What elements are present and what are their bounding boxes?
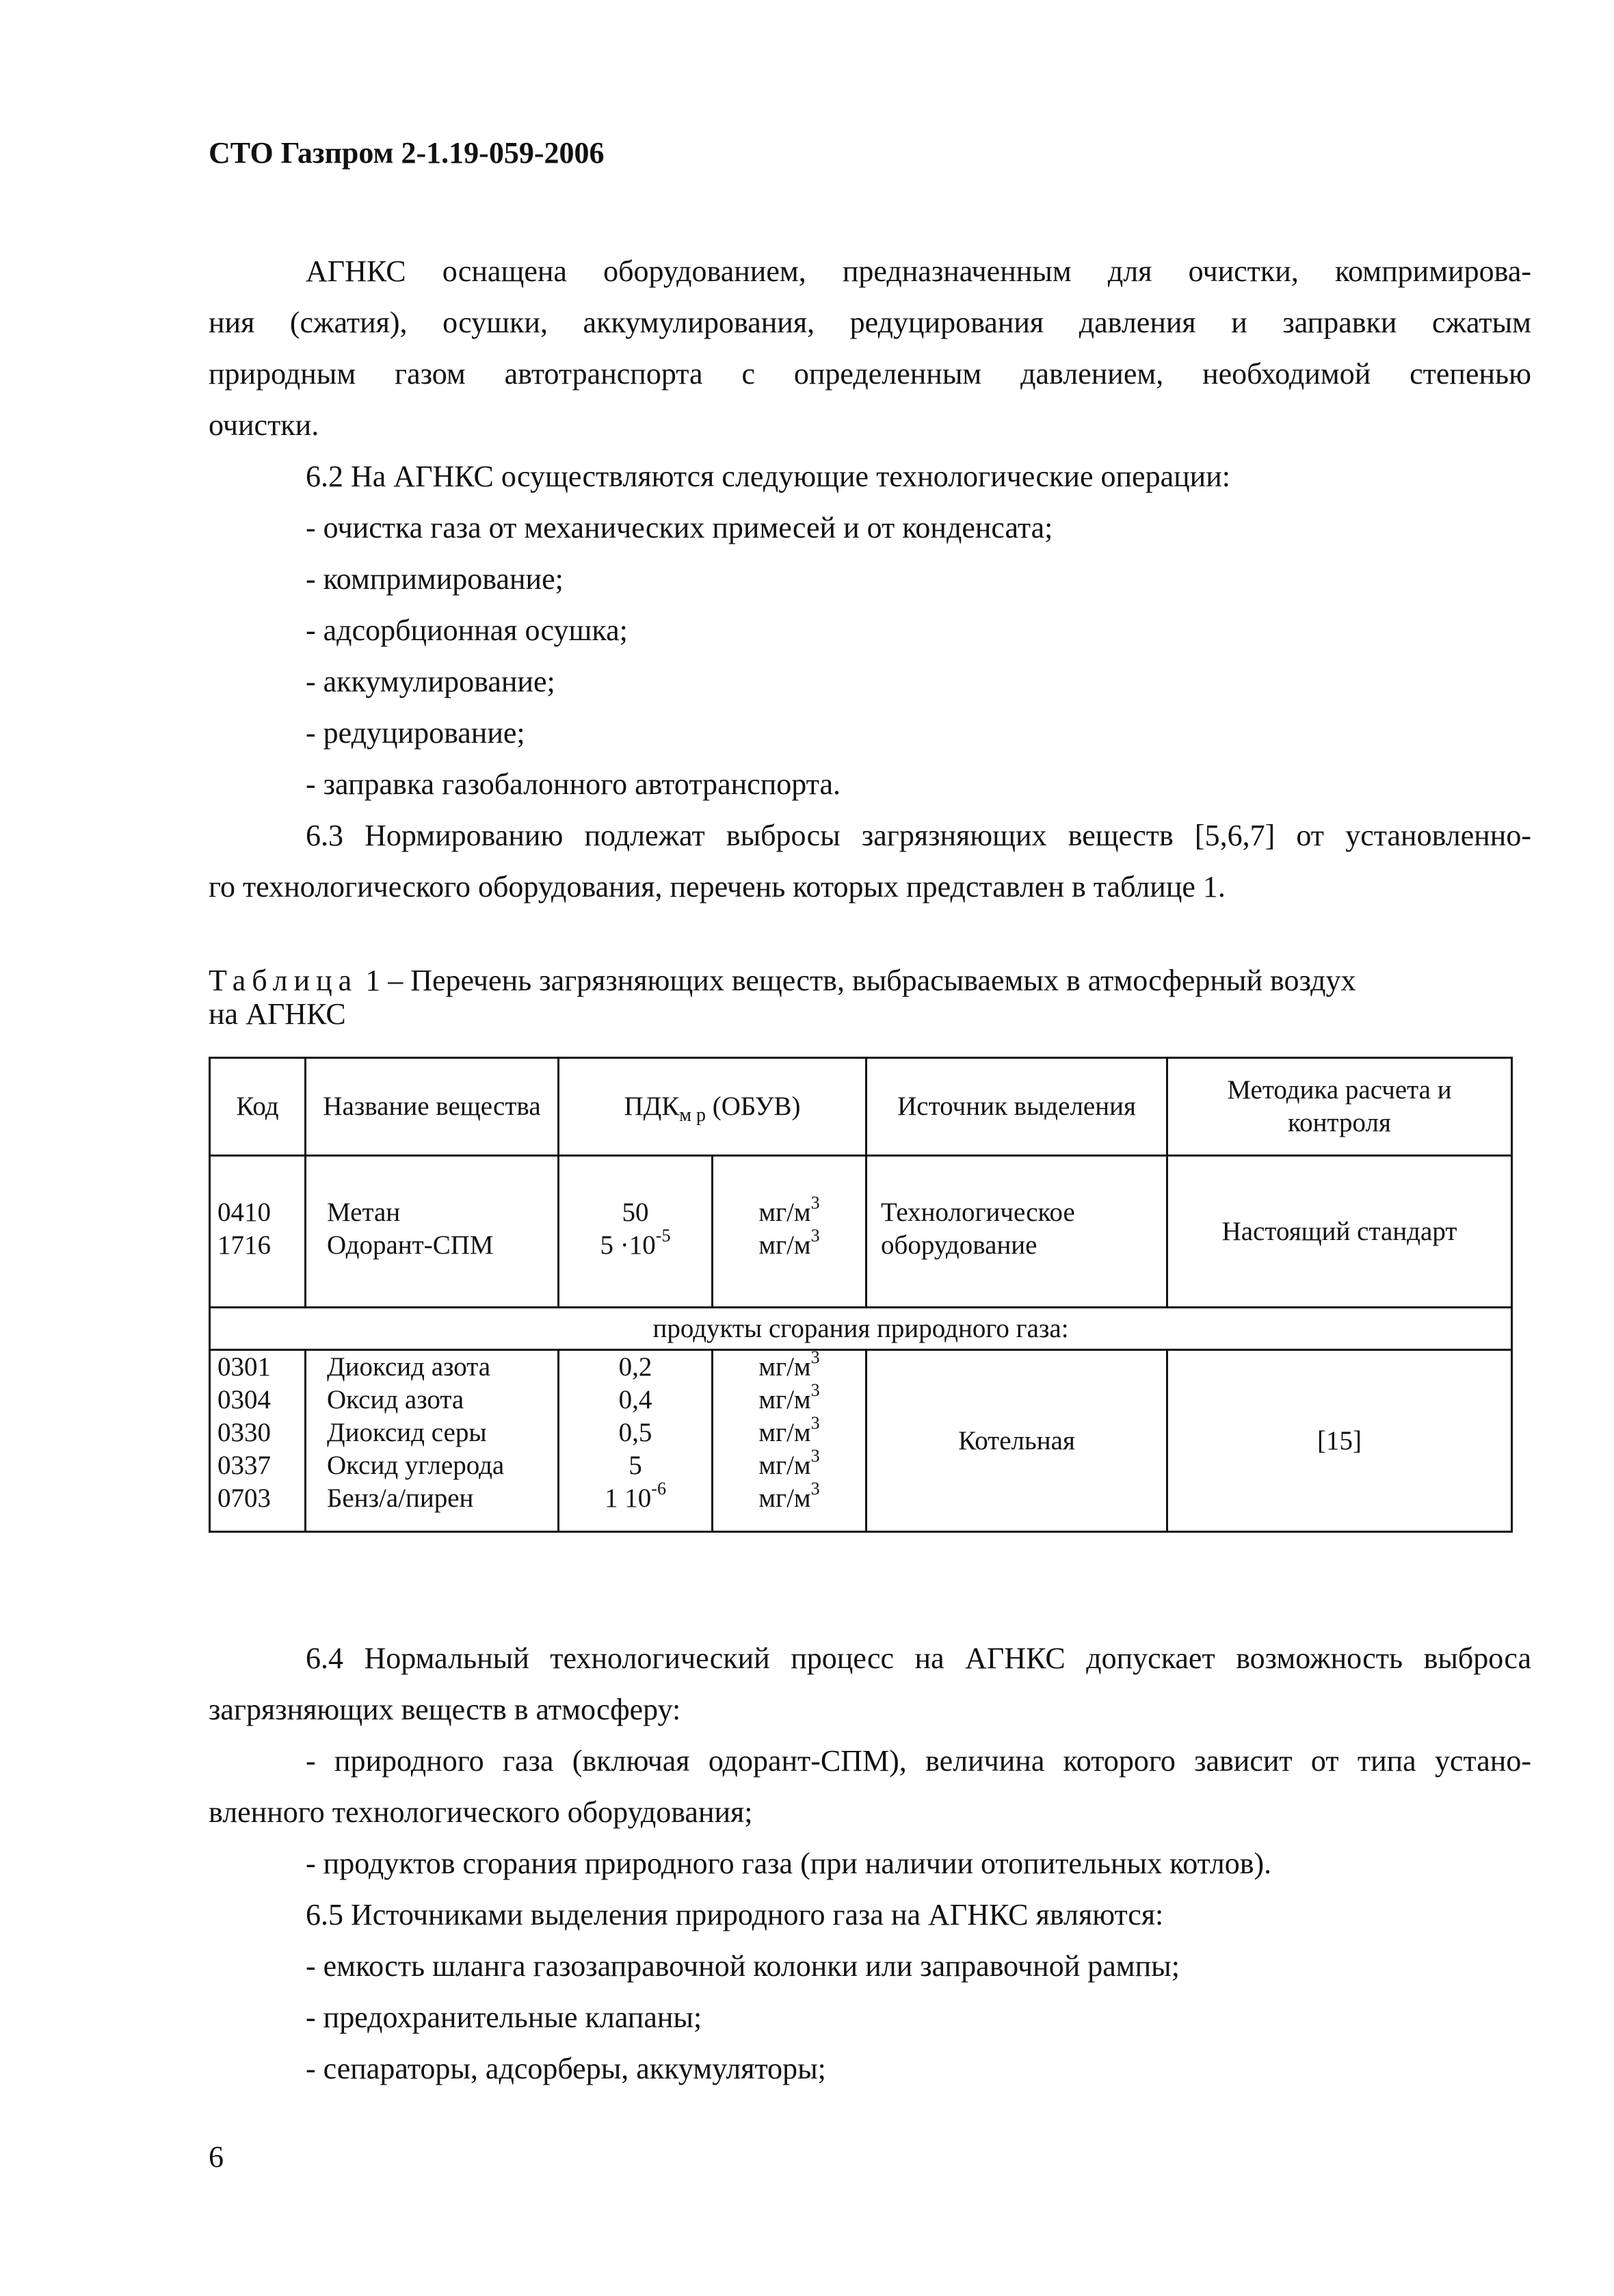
table-header-row (210, 1058, 1512, 1156)
code-cell: 1716 (217, 1230, 271, 1260)
header-method: Методика расчета и контроля (1167, 1058, 1512, 1156)
intro-line-4: очистки. (209, 408, 319, 442)
section-6-4-item-2: - продуктов сгорания природного газа (при наличии отопительных котлов). (306, 1847, 1272, 1880)
intro-line-2: ния (сжатия), осушки, аккумулирования, редуцирования давления и заправки сжатым (209, 306, 1531, 339)
substance-name-cell: Диоксид азота (327, 1352, 491, 1382)
section-6-5-item: - емкость шланга газозаправочной колонки или заправочной рампы; (306, 1949, 1180, 1983)
code-cell: 0330 (217, 1418, 271, 1447)
pdk-value-cell (566, 1196, 704, 1229)
code-cell: 0410 (217, 1198, 271, 1227)
pdk-value: 50 (622, 1198, 649, 1227)
unit-exponent: 3 (810, 1479, 820, 1499)
header-pdk-label: ПДК (624, 1092, 680, 1121)
unit-exponent: 3 (810, 1193, 820, 1213)
intro-line-3-wrap (209, 348, 1531, 399)
substance-name-cell: Диоксид серы (327, 1418, 487, 1447)
document-header: СТО Газпром 2-1.19-059-2006 (209, 136, 605, 170)
unit-exponent: 3 (810, 1446, 820, 1466)
section-6-2-lead: 6.2 На АГНКС осуществляются следующие технологические операции: (306, 460, 1230, 493)
section-6-4-item-1-line-2: вленного технологического оборудования; (209, 1795, 753, 1829)
section-6-4-line-1-wrap (306, 1633, 1531, 1684)
substance-name-cell: Бенз/а/пирен (327, 1483, 474, 1513)
header-code: Код (210, 1058, 306, 1156)
unit-exponent: 3 (810, 1226, 820, 1245)
pollutants-table (209, 1057, 1513, 1533)
group-2-method: [15] (1167, 1350, 1512, 1532)
group-1-source (866, 1156, 1167, 1308)
code-cell: 0301 (217, 1352, 271, 1382)
group-2-values (559, 1350, 713, 1532)
section-6-3-line-2: го технологического оборудования, перечень которых представлен в таблице 1. (209, 870, 1226, 903)
substance-name-cell: Оксид углерода (327, 1451, 505, 1480)
section-6-4-item-1-wrap (306, 1735, 1531, 1786)
substance-name-cell: Оксид азота (327, 1385, 464, 1414)
group-1-codes (210, 1156, 306, 1308)
header-substance-name: Название вещества (306, 1058, 559, 1156)
section-6-4-line-2: загрязняющих веществ в атмосферу: (209, 1693, 681, 1726)
source-line: оборудование (881, 1230, 1037, 1260)
pdk-value: 0,2 (618, 1352, 652, 1382)
pdk-value-cell (566, 1351, 704, 1384)
group-label-combustion-products: продукты сгорания природного газа: (210, 1308, 1512, 1350)
intro-line-1: АГНКС оснащена оборудованием, предназначенным для очистки, компримирова- (306, 254, 1531, 288)
group-2-units (713, 1347, 866, 1532)
pdk-exponent: -6 (651, 1479, 666, 1499)
section-6-4-item-1-line-1: - природного газа (включая одорант-СПМ), величина которого зависит от типа устано- (306, 1744, 1531, 1778)
section-6-2-item: - компримирование; (306, 562, 564, 596)
unit-exponent: 3 (810, 1380, 820, 1400)
pdk-value-cell (566, 1226, 704, 1262)
section-6-5-item: - сепараторы, адсорберы, аккумуляторы; (306, 2052, 826, 2085)
code-cell: 0304 (217, 1385, 271, 1414)
pdk-value: 1 10 (605, 1483, 652, 1513)
page-number: 6 (209, 2140, 224, 2174)
group-1-names (306, 1156, 559, 1308)
section-6-2-item: - очистка газа от механических примесей и от конденсата; (306, 511, 1053, 544)
table-caption-text: 1 – Перечень загрязняющих веществ, выбрасываемых в атмосферный воздух (358, 964, 1356, 997)
unit-exponent: 3 (810, 1347, 820, 1367)
unit-cell (720, 1380, 858, 1416)
section-6-2-item: - адсорбционная осушка; (306, 613, 628, 647)
table-group-label-row (210, 1308, 1512, 1350)
group-2-codes (210, 1350, 306, 1532)
group-1-units (713, 1156, 866, 1308)
pdk-value-cell (566, 1449, 704, 1482)
unit-cell (720, 1446, 858, 1482)
intro-line-3: природным газом автотранспорта с определенным давлением, необходимой степенью (209, 357, 1531, 391)
group-2-names (306, 1350, 559, 1532)
unit-cell (720, 1226, 858, 1262)
table-caption-line-2: на АГНКС (209, 997, 346, 1031)
section-6-2-item: - аккумулирование; (306, 665, 555, 698)
table-row-group-2 (210, 1350, 1512, 1532)
section-6-2-item: - заправка газобалонного автотранспорта. (306, 767, 841, 801)
table-row-group-1 (210, 1156, 1512, 1308)
code-cell: 0337 (217, 1451, 271, 1480)
intro-paragraph (306, 246, 1531, 297)
group-1-values (559, 1156, 713, 1308)
pdk-value: 5 (629, 1451, 642, 1480)
unit-text: мг/м (758, 1385, 811, 1414)
pdk-exponent: -5 (655, 1226, 671, 1245)
unit-cell (720, 1479, 858, 1515)
intro-line-2-wrap (209, 297, 1531, 348)
section-6-4-line-1: 6.4 Нормальный технологический процесс на АГНКС допускает возможность выброса (306, 1641, 1531, 1675)
section-6-5-item: - предохранительные клапаны; (306, 2001, 702, 2034)
section-6-3-line-1: 6.3 Нормированию подлежат выбросы загрязняющих веществ [5,6,7] от установленно- (306, 819, 1531, 852)
header-source: Источник выделения (866, 1058, 1167, 1156)
pdk-value: 5 ·10 (600, 1230, 656, 1260)
unit-text: мг/м (758, 1418, 811, 1447)
header-pdk-subscript: м р (679, 1104, 706, 1126)
unit-text: мг/м (758, 1483, 811, 1513)
unit-cell (720, 1193, 858, 1229)
pdk-value-cell (566, 1416, 704, 1449)
group-2-source: Котельная (866, 1350, 1167, 1532)
substance-name-cell: Метан (327, 1198, 401, 1227)
pdk-value: 0,5 (618, 1418, 652, 1447)
section-6-5-lead: 6.5 Источниками выделения природного газа на АГНКС являются: (306, 1898, 1164, 1931)
unit-cell (720, 1347, 858, 1384)
unit-text: мг/м (758, 1451, 811, 1480)
pdk-value-cell (566, 1384, 704, 1416)
pdk-value-cell (566, 1479, 704, 1515)
header-pdk-tail: (ОБУВ) (705, 1092, 801, 1121)
substance-name-cell: Одорант-СПМ (327, 1230, 494, 1260)
code-cell: 0703 (217, 1483, 271, 1513)
unit-text: мг/м (758, 1352, 811, 1382)
unit-text: мг/м (758, 1198, 811, 1227)
source-line: Технологическое (881, 1198, 1075, 1227)
section-6-2-item: - редуцирование; (306, 716, 525, 750)
header-pdk (559, 1058, 866, 1156)
table-caption-word: Таблица (209, 964, 358, 997)
pdk-value: 0,4 (618, 1385, 652, 1414)
unit-exponent: 3 (810, 1413, 820, 1433)
unit-cell (720, 1413, 858, 1449)
unit-text: мг/м (758, 1230, 811, 1260)
table-caption (209, 964, 1356, 997)
section-6-3-line-1-wrap (306, 810, 1531, 861)
group-1-method: Настоящий стандарт (1167, 1156, 1512, 1308)
